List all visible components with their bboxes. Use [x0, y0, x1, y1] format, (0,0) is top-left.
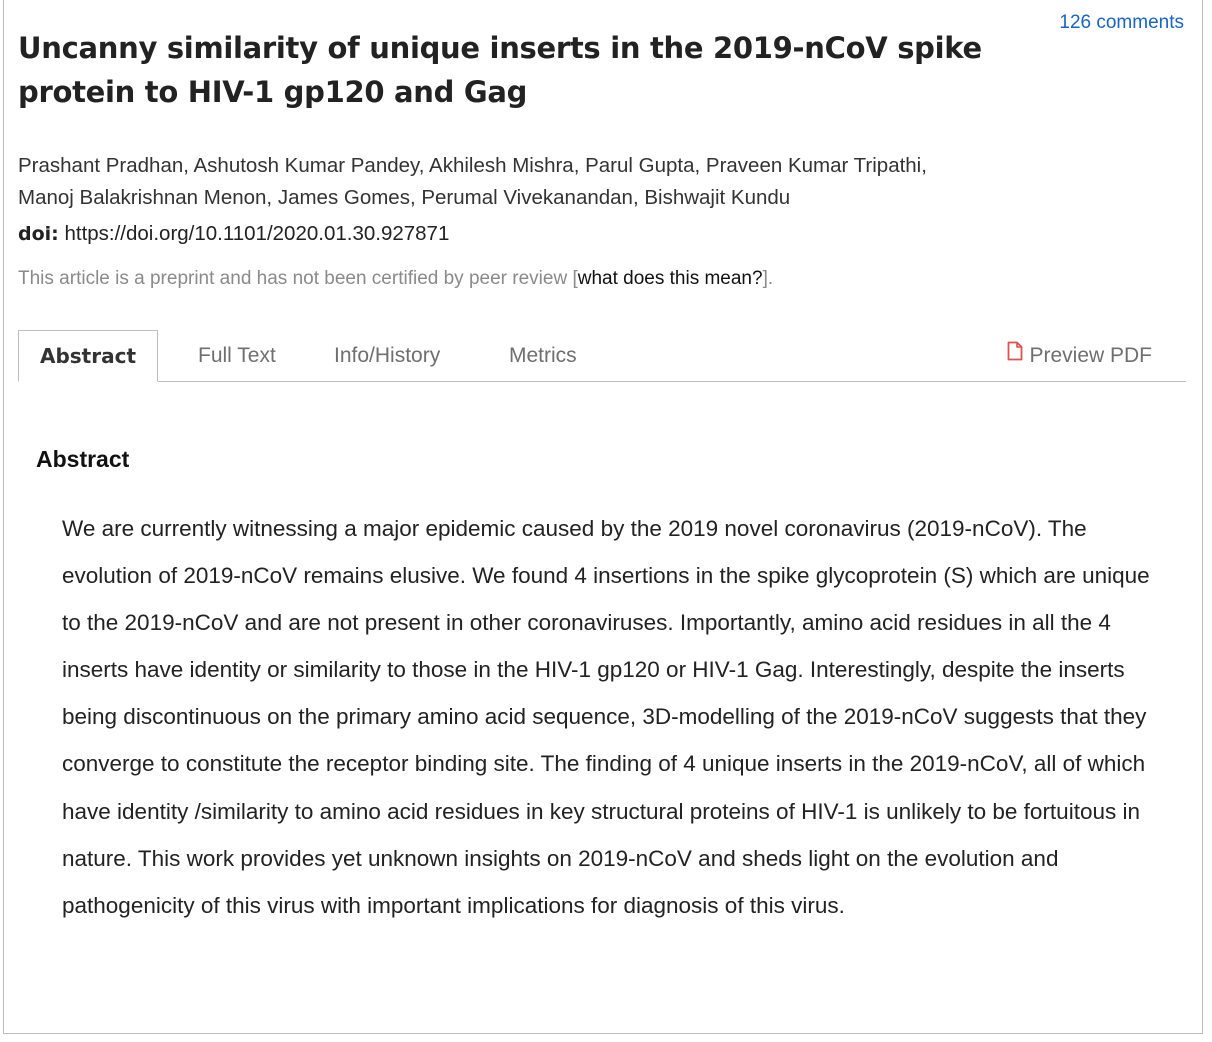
preview-pdf-button[interactable]: [1007, 330, 1152, 381]
article-title: Uncanny similarity of unique inserts in the 2019-nCoV spike protein to HIV-1 gp120 and Gag: [18, 31, 982, 109]
comments-link[interactable]: 126 comments: [1059, 12, 1184, 33]
preprint-note-text: This article is a preprint and has not been certified by peer review [: [18, 268, 578, 289]
abstract-text: We are currently witnessing a major epidemic caused by the 2019 novel coronavirus (2019-nCoV). The evolution of 2019-nCoV remains elusive. We found 4 insertions in the spike glycoprotein (S) which are unique to the 2019-nCoV and are not present in other coronaviruses. Importantly, amino acid residues in all the 4 inserts have identity or similarity to those in the HIV-1 gp120 or HIV-1 Gag. Interestingly, despite the inserts being discontinuous on the primary amino acid sequence, 3D-modelling of the 2019-nCoV suggests that they converge to constitute the receptor binding site. The finding of 4 unique inserts in the 2019-nCoV, all of which have identity /similarity to amino acid residues in key structural proteins of HIV-1 is unlikely to be fortuitous in nature. This work provides yet unknown insights on 2019-nCoV and sheds light on the evolution and pathogenicity of this virus with important implications for diagnosis of this virus.: [62, 516, 1150, 918]
tab-full-text[interactable]: Full Text: [198, 344, 276, 367]
tab-metrics[interactable]: Metrics: [509, 344, 577, 367]
preprint-note-suffix: ].: [762, 268, 774, 289]
preprint-notice: [18, 268, 773, 290]
article-tabs: [18, 330, 1186, 382]
tab-info-history[interactable]: Info/History: [334, 344, 441, 367]
doi-label: doi:: [18, 223, 59, 245]
preview-pdf-label: Preview PDF: [1029, 344, 1152, 367]
authors-line-2[interactable]: Manoj Balakrishnan Menon, James Gomes, Perumal Vivekanandan, Bishwajit Kundu: [18, 186, 791, 209]
pdf-file-icon: [1007, 329, 1023, 380]
tab-abstract[interactable]: Abstract: [18, 330, 158, 382]
doi-line: [18, 222, 449, 246]
what-does-this-mean-link[interactable]: what does this mean?: [577, 268, 763, 289]
abstract-heading: Abstract: [36, 446, 130, 472]
author-list: [18, 150, 1138, 214]
doi-link[interactable]: https://doi.org/10.1101/2020.01.30.927871: [64, 222, 450, 245]
authors-line-1[interactable]: Prashant Pradhan, Ashutosh Kumar Pandey, Akhilesh Mishra, Parul Gupta, Praveen Kumar Tripathi,: [18, 154, 927, 177]
